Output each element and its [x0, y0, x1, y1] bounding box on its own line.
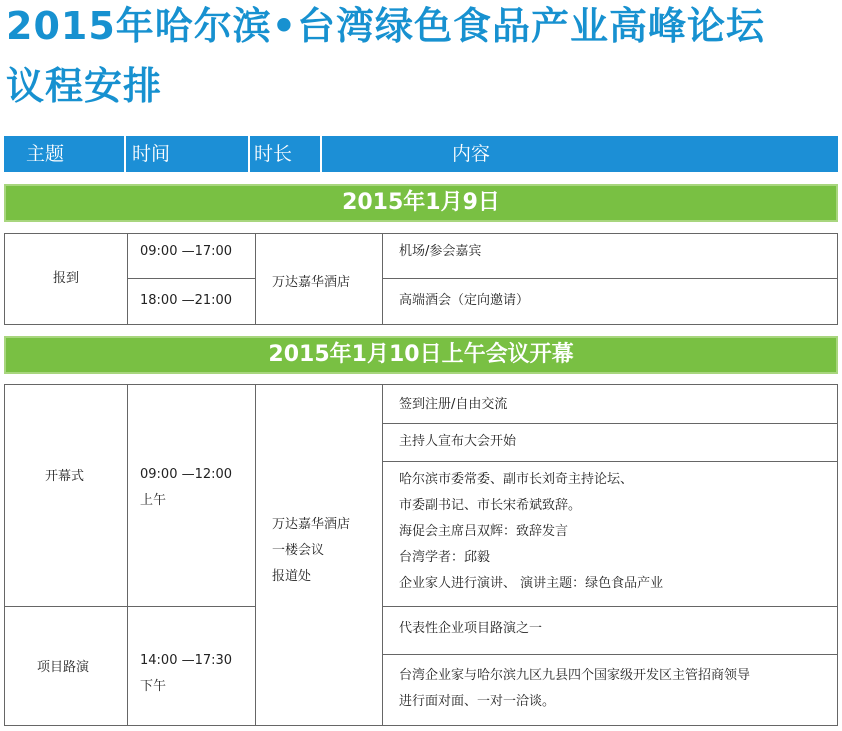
- time-text: 09:00 —12:00: [140, 467, 233, 482]
- venue-line: 万达嘉华酒店: [272, 517, 351, 532]
- header-theme: 主题: [26, 143, 65, 165]
- theme-cell-registration: [4, 233, 128, 325]
- time-cell-roadshow: [127, 606, 256, 726]
- content-text: 企业家人进行演讲、 演讲主题：绿色食品产业: [399, 576, 664, 591]
- content-cell: [382, 278, 838, 325]
- header-time: 时间: [132, 143, 171, 165]
- table-header: [4, 136, 838, 172]
- content-cell: [382, 384, 838, 424]
- theme-cell-roadshow: [4, 606, 128, 726]
- content-cell: [382, 606, 838, 655]
- venue-cell-day2: [255, 384, 383, 726]
- content-text: 高端酒会（定向邀请）: [399, 293, 530, 308]
- content-text: 机场/参会嘉宾: [399, 244, 482, 259]
- header-duration: 时长: [254, 143, 293, 165]
- content-text: 进行面对面、一对一洽谈。: [399, 694, 556, 709]
- venue-text: 万达嘉华酒店: [272, 275, 351, 290]
- header-divider: [248, 136, 250, 172]
- page-title-line1: 2015年哈尔滨•台湾绿色食品产业高峰论坛: [6, 4, 766, 48]
- venue-line: 报道处: [272, 569, 312, 584]
- time-cell-opening: [127, 384, 256, 607]
- content-text: 市委副书记、市长宋希斌致辞。: [399, 498, 582, 513]
- date-band-day1: 2015年1月9日: [4, 184, 838, 222]
- header-divider: [124, 136, 126, 172]
- time-text: 14:00 —17:30: [140, 653, 233, 668]
- theme-cell-opening: [4, 384, 128, 607]
- content-text: 代表性企业项目路演之一: [399, 621, 543, 636]
- content-cell: [382, 233, 838, 279]
- theme-opening: 开幕式: [45, 469, 85, 484]
- venue-cell: [255, 233, 383, 325]
- content-cell: [382, 423, 838, 462]
- time-text: 09:00 —17:00: [140, 244, 233, 259]
- header-content: 内容: [452, 143, 491, 165]
- content-text: 主持人宣布大会开始: [399, 434, 517, 449]
- content-text: 签到注册/自由交流: [399, 397, 508, 412]
- period-text: 上午: [140, 493, 167, 508]
- period-text: 下午: [140, 679, 167, 694]
- content-text: 台湾企业家与哈尔滨九区九县四个国家级开发区主管招商领导: [399, 668, 751, 683]
- content-text: 台湾学者：邱毅: [399, 550, 491, 565]
- time-text: 18:00 —21:00: [140, 293, 233, 308]
- page-title-line2: 议程安排: [6, 64, 163, 108]
- date-band-day2: 2015年1月10日上午会议开幕: [4, 336, 838, 374]
- content-cell: [382, 654, 838, 726]
- theme-roadshow: 项目路演: [37, 660, 90, 675]
- content-text: 海促会主席吕双辉：致辞发言: [399, 524, 569, 539]
- time-cell: [127, 233, 256, 279]
- theme-registration: 报到: [52, 271, 79, 286]
- header-divider: [320, 136, 322, 172]
- content-cell: [382, 461, 838, 607]
- content-text: 哈尔滨市委常委、副市长刘奇主持论坛、: [399, 472, 634, 487]
- venue-line: 一楼会议: [272, 543, 325, 558]
- time-cell: [127, 278, 256, 325]
